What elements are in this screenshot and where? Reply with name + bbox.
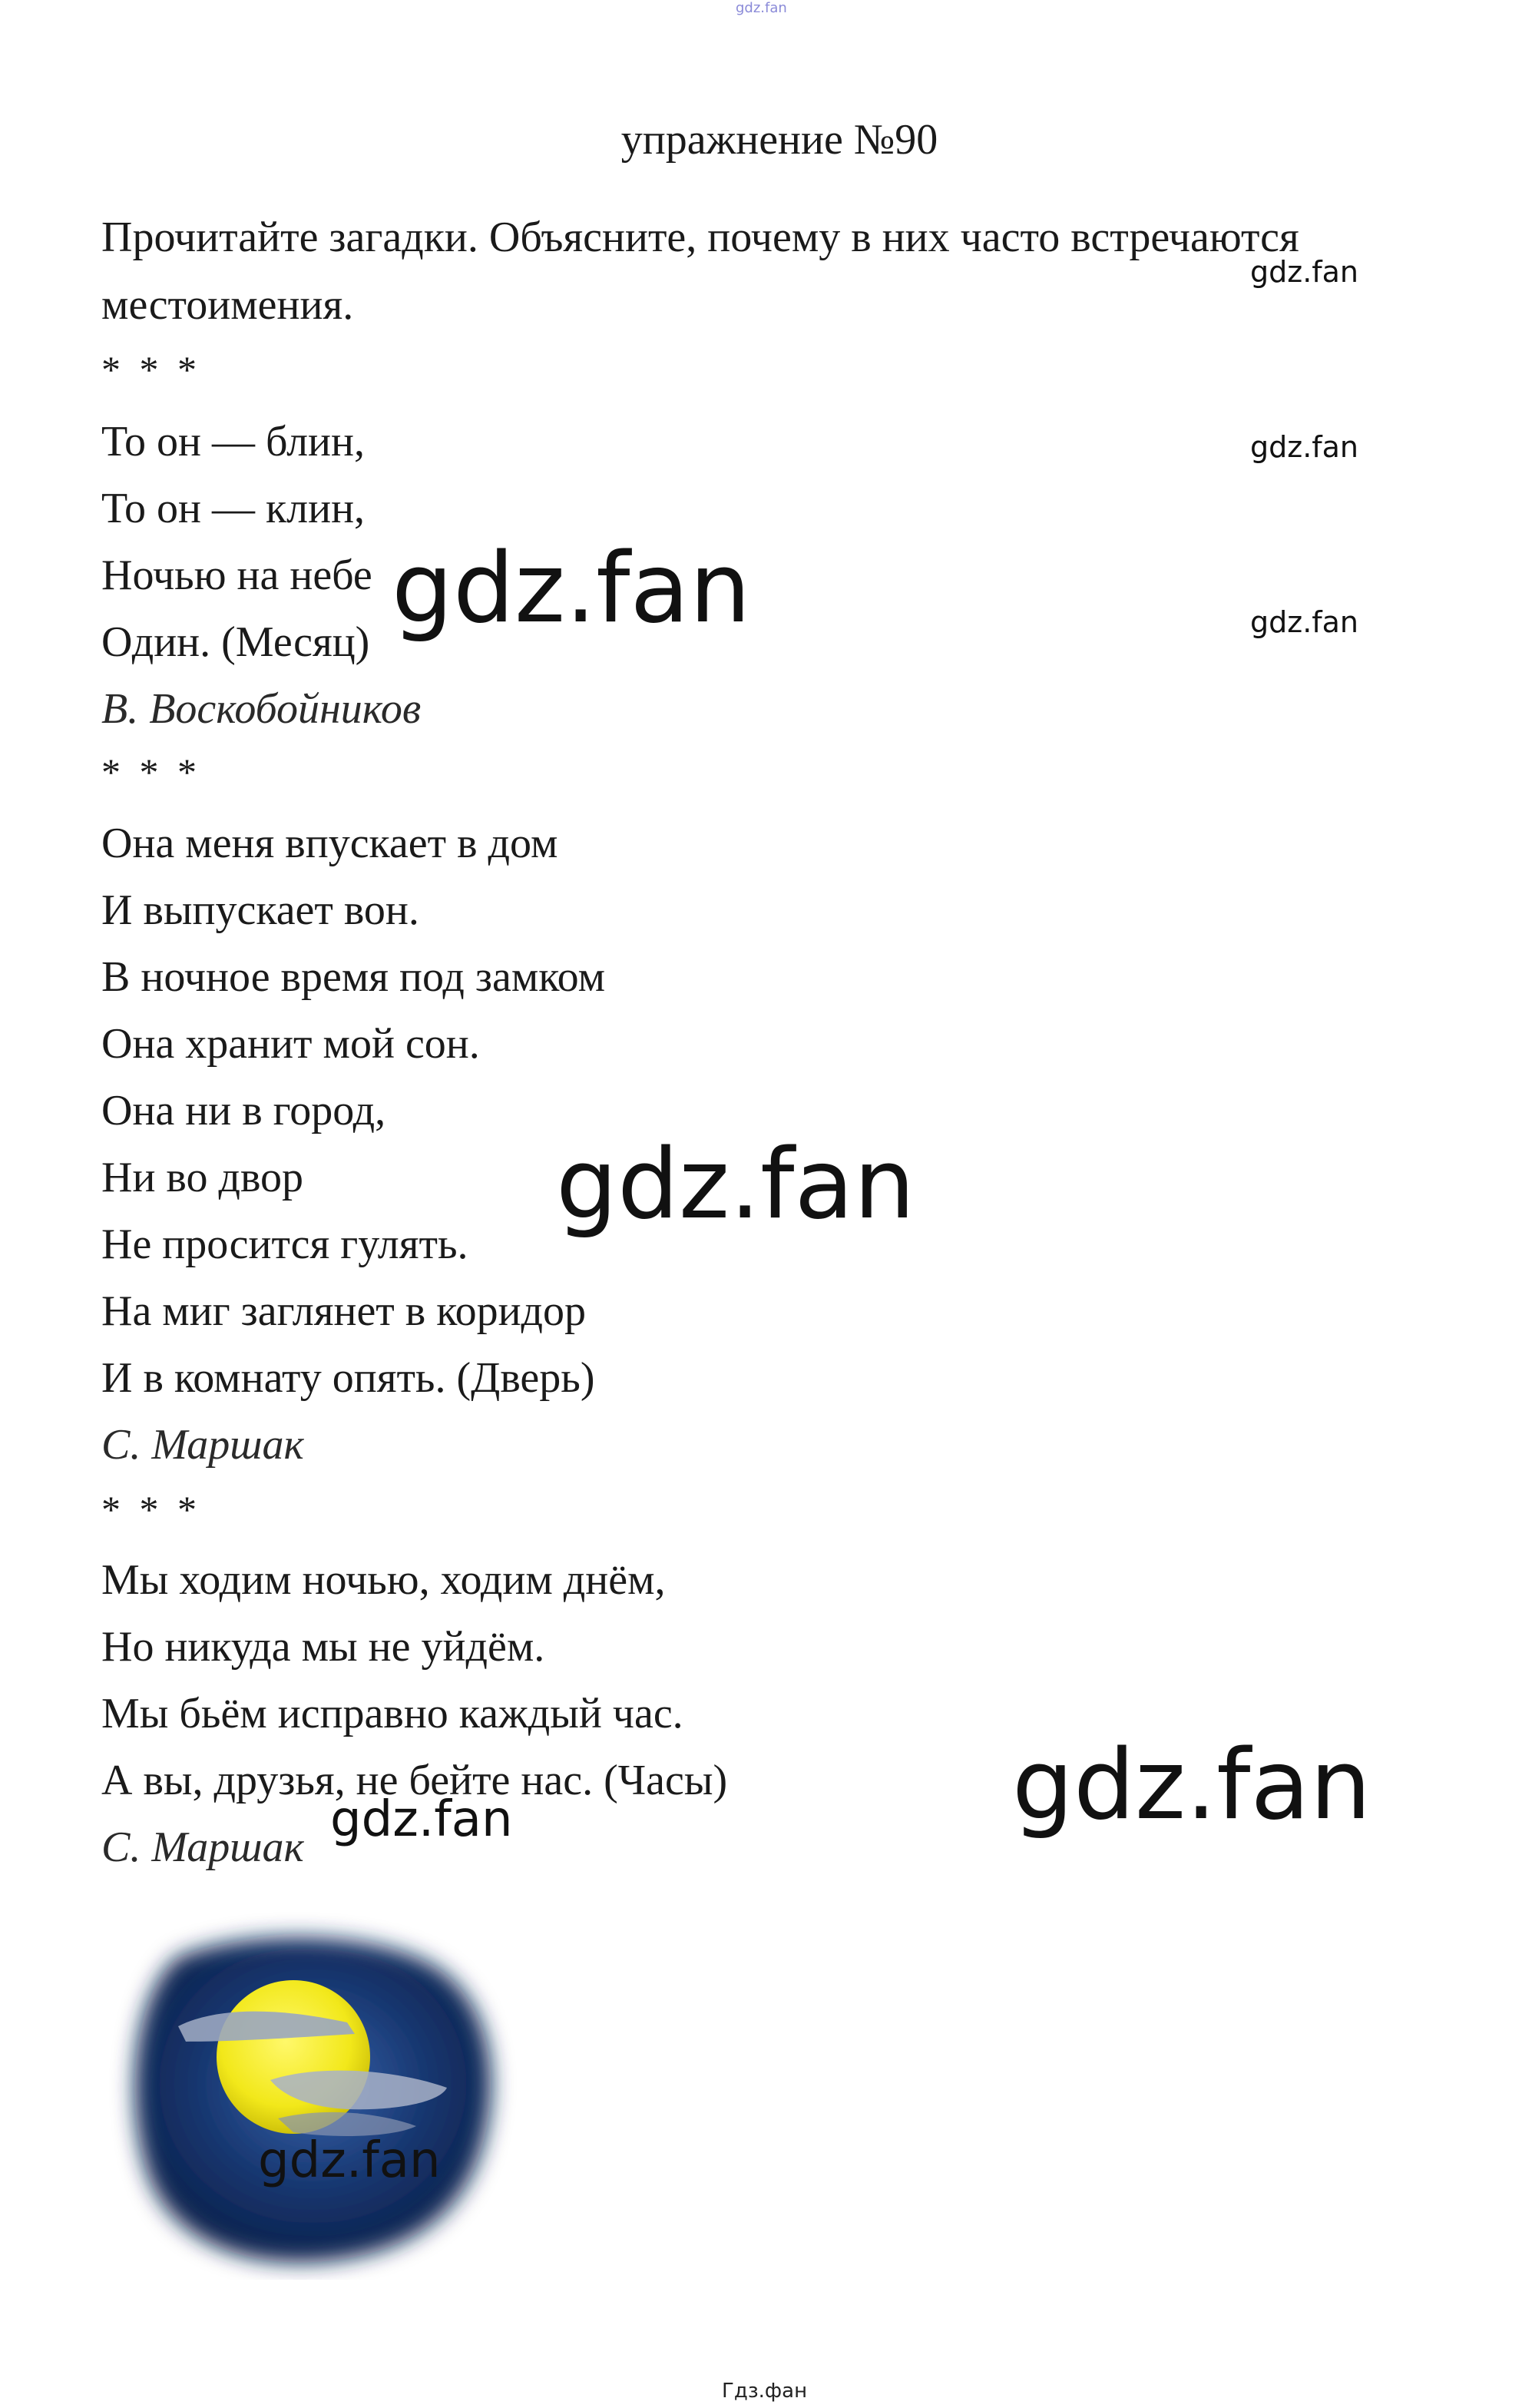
poem-line: В ночное время под замком (101, 953, 606, 1001)
exercise-title: упражнение №90 (620, 116, 938, 164)
moon-illustration (101, 1911, 531, 2280)
instruction-line-2: местоимения. (101, 281, 354, 329)
watermark: gdz.fan (258, 2132, 441, 2189)
poem-line: Ночью на небе (101, 551, 372, 599)
watermark: gdz.fan (1250, 255, 1359, 289)
instruction-line-1: Прочитайте загадки. Объясните, почему в них часто встречаются (101, 214, 1299, 261)
moon-shape (217, 1980, 370, 2134)
poem-line: Она ни в город, (101, 1087, 386, 1134)
poem-author: С. Маршак (101, 1421, 304, 1469)
separator-stars: * * * (101, 348, 201, 391)
watermark: gdz.fan (1012, 1728, 1371, 1841)
poem-line: Не просится гулять. (101, 1221, 468, 1268)
poem-line: Она хранит мой сон. (101, 1020, 480, 1068)
top-watermark: gdz.fan (736, 0, 787, 16)
poem-line: Ни во двор (101, 1154, 304, 1201)
separator-stars: * * * (101, 1488, 201, 1531)
watermark: gdz.fan (1250, 605, 1359, 639)
poem-author: С. Маршак (101, 1823, 304, 1871)
poem-line: Она меня впускает в дом (101, 820, 558, 867)
poem-line: То он — клин, (101, 485, 366, 532)
poem-line: На миг заглянет в коридор (101, 1287, 587, 1335)
poem-line: И выпускает вон. (101, 886, 419, 934)
poem-line: Один. (Месяц) (101, 618, 370, 666)
poem-line: И в комнату опять. (Дверь) (101, 1354, 595, 1402)
poem-line: Мы бьём исправно каждый час. (101, 1690, 683, 1737)
watermark: gdz.fan (1250, 430, 1359, 464)
poem-line: Мы ходим ночью, ходим днём, (101, 1556, 666, 1604)
watermark: gdz.fan (392, 532, 751, 644)
watermark: gdz.fan (556, 1128, 915, 1240)
watermark: gdz.fan (330, 1791, 513, 1848)
poem-line: А вы, друзья, не бейте нас. (Часы) (101, 1757, 728, 1804)
poem-line: То он — блин, (101, 418, 365, 465)
poem-line: Но никуда мы не уйдём. (101, 1623, 545, 1671)
separator-stars: * * * (101, 750, 201, 793)
footer-watermark: Гдз.фан (722, 2380, 808, 2403)
poem-author: В. Воскобойников (101, 685, 422, 733)
